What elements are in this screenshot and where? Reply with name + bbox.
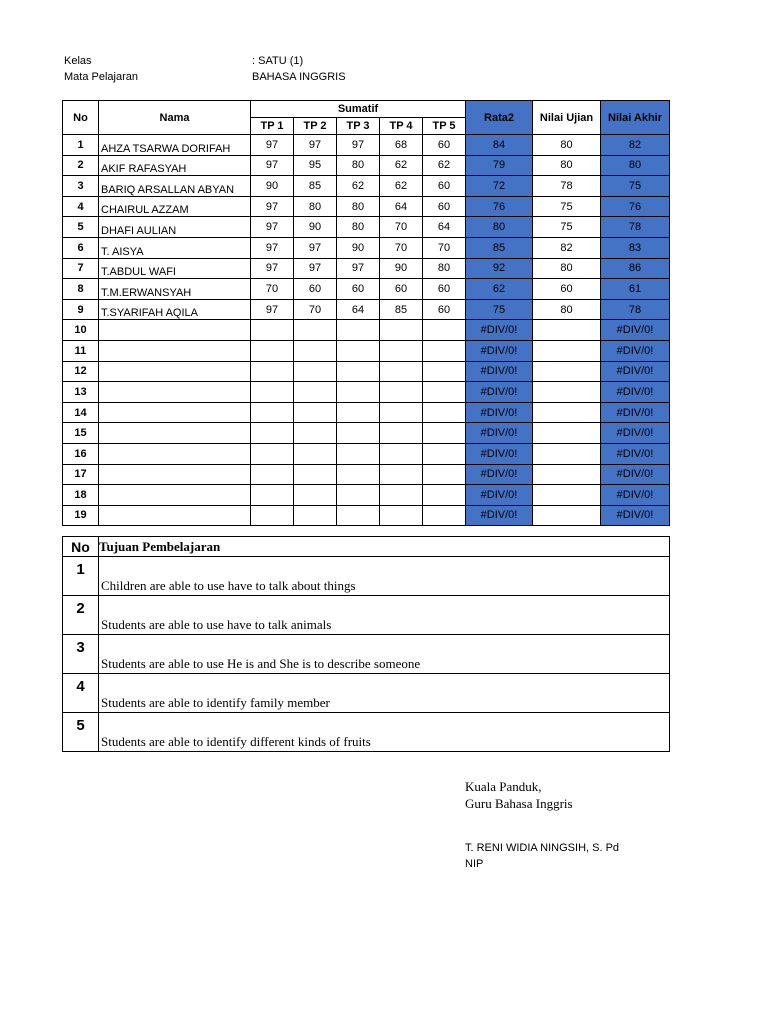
score-tp3: 90	[337, 237, 380, 258]
goal-row	[63, 713, 670, 752]
grades-body	[63, 135, 670, 526]
score-rata2: #DIV/0!	[466, 443, 533, 464]
score-rata2: #DIV/0!	[466, 402, 533, 423]
goal-text: Students are able to use He is and She is to describe someone	[99, 635, 670, 674]
goal-no: 1	[63, 557, 99, 596]
mapel-line	[64, 71, 346, 83]
row-no: 14	[63, 402, 99, 423]
row-no: 7	[63, 258, 99, 279]
goal-row	[63, 674, 670, 713]
score-tp2: 97	[294, 135, 337, 156]
header-tp3: TP 3	[337, 118, 380, 135]
signature-name: T. RENI WIDIA NINGSIH, S. Pd	[465, 842, 620, 854]
score-tp2	[294, 505, 337, 526]
score-tp2	[294, 443, 337, 464]
score-nilai-ujian	[533, 485, 601, 506]
score-nilai-akhir: 76	[601, 196, 670, 217]
score-nilai-ujian	[533, 464, 601, 485]
score-rata2: 72	[466, 176, 533, 197]
score-rata2: #DIV/0!	[466, 505, 533, 526]
score-tp5: 62	[423, 155, 466, 176]
goal-no: 5	[63, 713, 99, 752]
score-tp4: 70	[380, 237, 423, 258]
student-name: AHZA TSARWA DORIFAH	[99, 135, 251, 156]
signature-nip: NIP	[465, 858, 484, 870]
goal-text: Students are able to identify family member	[99, 674, 670, 713]
score-nilai-ujian	[533, 340, 601, 361]
header-sumatif: Sumatif	[251, 101, 466, 118]
table-row	[63, 361, 670, 382]
goal-text: Children are able to use have to talk about things	[99, 557, 670, 596]
score-rata2: 85	[466, 237, 533, 258]
score-nilai-akhir: #DIV/0!	[601, 443, 670, 464]
table-row	[63, 402, 670, 423]
score-tp4: 62	[380, 155, 423, 176]
header-tp4: TP 4	[380, 118, 423, 135]
score-nilai-ujian	[533, 402, 601, 423]
score-tp4	[380, 464, 423, 485]
score-tp1: 97	[251, 135, 294, 156]
table-row	[63, 340, 670, 361]
score-nilai-akhir: #DIV/0!	[601, 382, 670, 403]
score-rata2: #DIV/0!	[466, 340, 533, 361]
table-row	[63, 485, 670, 506]
header-nama: Nama	[99, 101, 251, 135]
score-rata2: 84	[466, 135, 533, 156]
score-tp5	[423, 361, 466, 382]
score-tp3	[337, 361, 380, 382]
score-nilai-ujian	[533, 505, 601, 526]
score-nilai-ujian	[533, 382, 601, 403]
row-no: 4	[63, 196, 99, 217]
score-nilai-akhir: #DIV/0!	[601, 340, 670, 361]
score-nilai-akhir: 83	[601, 237, 670, 258]
table-row	[63, 237, 670, 258]
score-tp4: 62	[380, 176, 423, 197]
header-nilai-ujian: Nilai Ujian	[533, 101, 601, 135]
header-tp5: TP 5	[423, 118, 466, 135]
score-tp4: 90	[380, 258, 423, 279]
score-tp2: 97	[294, 258, 337, 279]
score-tp5: 60	[423, 279, 466, 300]
score-tp5	[423, 505, 466, 526]
score-tp3: 97	[337, 258, 380, 279]
score-tp3: 64	[337, 299, 380, 320]
row-no: 19	[63, 505, 99, 526]
score-nilai-akhir: 78	[601, 299, 670, 320]
table-row	[63, 258, 670, 279]
score-tp5: 64	[423, 217, 466, 238]
score-nilai-akhir: 86	[601, 258, 670, 279]
score-tp4: 68	[380, 135, 423, 156]
table-row	[63, 176, 670, 197]
score-tp2	[294, 423, 337, 444]
score-rata2: #DIV/0!	[466, 320, 533, 341]
score-nilai-akhir: 61	[601, 279, 670, 300]
kelas-value: : SATU (1)	[252, 55, 304, 67]
score-tp2: 95	[294, 155, 337, 176]
score-tp5	[423, 320, 466, 341]
score-tp5	[423, 340, 466, 361]
score-tp1: 97	[251, 217, 294, 238]
score-tp4	[380, 402, 423, 423]
score-nilai-ujian: 80	[533, 155, 601, 176]
score-tp2	[294, 361, 337, 382]
score-nilai-ujian: 80	[533, 299, 601, 320]
table-row	[63, 155, 670, 176]
score-rata2: #DIV/0!	[466, 485, 533, 506]
kelas-line	[64, 55, 304, 67]
row-no: 13	[63, 382, 99, 403]
score-tp2	[294, 402, 337, 423]
score-tp1	[251, 443, 294, 464]
mapel-value: BAHASA INGGRIS	[252, 71, 346, 83]
score-tp4	[380, 382, 423, 403]
row-no: 2	[63, 155, 99, 176]
score-nilai-akhir: 80	[601, 155, 670, 176]
score-nilai-akhir: #DIV/0!	[601, 505, 670, 526]
table-row	[63, 135, 670, 156]
table-row	[63, 443, 670, 464]
mapel-label: Mata Pelajaran	[64, 71, 138, 83]
row-no: 15	[63, 423, 99, 444]
score-tp3: 62	[337, 176, 380, 197]
score-tp1	[251, 423, 294, 444]
grades-table	[62, 100, 670, 526]
score-tp4	[380, 340, 423, 361]
score-nilai-akhir: #DIV/0!	[601, 320, 670, 341]
score-nilai-ujian	[533, 320, 601, 341]
score-tp2: 97	[294, 237, 337, 258]
score-tp3	[337, 320, 380, 341]
student-name: T.SYARIFAH AQILA	[99, 299, 251, 320]
score-tp4	[380, 361, 423, 382]
score-nilai-ujian: 78	[533, 176, 601, 197]
student-name	[99, 485, 251, 506]
score-tp5: 60	[423, 196, 466, 217]
score-rata2: #DIV/0!	[466, 464, 533, 485]
row-no: 16	[63, 443, 99, 464]
row-no: 5	[63, 217, 99, 238]
score-tp2	[294, 464, 337, 485]
score-tp3	[337, 464, 380, 485]
row-no: 10	[63, 320, 99, 341]
score-tp3	[337, 382, 380, 403]
score-tp1	[251, 382, 294, 403]
score-tp3: 80	[337, 217, 380, 238]
student-name	[99, 505, 251, 526]
goals-body	[63, 557, 670, 752]
table-row	[63, 464, 670, 485]
score-tp5	[423, 423, 466, 444]
score-rata2: 79	[466, 155, 533, 176]
score-tp2: 70	[294, 299, 337, 320]
goals-header-no: No	[63, 537, 99, 557]
goal-text: Students are able to identify different kinds of fruits	[99, 713, 670, 752]
score-tp1: 97	[251, 155, 294, 176]
score-rata2: 75	[466, 299, 533, 320]
score-nilai-akhir: 75	[601, 176, 670, 197]
table-row	[63, 299, 670, 320]
header-nilai-akhir: Nilai Akhir	[601, 101, 670, 135]
score-tp1: 97	[251, 196, 294, 217]
student-name	[99, 423, 251, 444]
score-nilai-akhir: 82	[601, 135, 670, 156]
score-nilai-ujian: 75	[533, 217, 601, 238]
score-tp2: 85	[294, 176, 337, 197]
header-rata2: Rata2	[466, 101, 533, 135]
student-name: AKIF RAFASYAH	[99, 155, 251, 176]
table-row	[63, 320, 670, 341]
score-nilai-akhir: #DIV/0!	[601, 361, 670, 382]
score-tp4: 70	[380, 217, 423, 238]
score-rata2: 80	[466, 217, 533, 238]
score-tp2: 80	[294, 196, 337, 217]
row-no: 3	[63, 176, 99, 197]
score-tp3	[337, 402, 380, 423]
score-nilai-akhir: #DIV/0!	[601, 485, 670, 506]
score-tp4	[380, 485, 423, 506]
score-nilai-ujian: 75	[533, 196, 601, 217]
score-tp1	[251, 340, 294, 361]
student-name: DHAFI AULIAN	[99, 217, 251, 238]
score-tp1: 70	[251, 279, 294, 300]
row-no: 1	[63, 135, 99, 156]
goal-row	[63, 557, 670, 596]
table-row	[63, 382, 670, 403]
score-tp3: 80	[337, 196, 380, 217]
table-row	[63, 505, 670, 526]
score-rata2: #DIV/0!	[466, 423, 533, 444]
student-name: CHAIRUL AZZAM	[99, 196, 251, 217]
score-tp4: 85	[380, 299, 423, 320]
score-rata2: #DIV/0!	[466, 361, 533, 382]
score-tp1	[251, 402, 294, 423]
score-tp5	[423, 464, 466, 485]
score-nilai-ujian: 80	[533, 135, 601, 156]
score-tp4: 60	[380, 279, 423, 300]
row-no: 6	[63, 237, 99, 258]
row-no: 8	[63, 279, 99, 300]
score-nilai-akhir: #DIV/0!	[601, 402, 670, 423]
student-name	[99, 382, 251, 403]
student-name	[99, 340, 251, 361]
score-tp1: 97	[251, 299, 294, 320]
score-nilai-akhir: 78	[601, 217, 670, 238]
score-tp2	[294, 382, 337, 403]
goal-no: 3	[63, 635, 99, 674]
student-name	[99, 464, 251, 485]
signature-role: Guru Bahasa Inggris	[465, 796, 573, 811]
score-tp3	[337, 485, 380, 506]
score-tp5	[423, 402, 466, 423]
student-name: T.M.ERWANSYAH	[99, 279, 251, 300]
score-tp5	[423, 485, 466, 506]
goals-header-tujuan: Tujuan Pembelajaran	[99, 537, 670, 557]
goals-table	[62, 536, 670, 752]
row-no: 12	[63, 361, 99, 382]
score-tp1	[251, 464, 294, 485]
row-no: 9	[63, 299, 99, 320]
student-name	[99, 402, 251, 423]
score-nilai-ujian	[533, 443, 601, 464]
score-tp3	[337, 443, 380, 464]
score-tp2	[294, 340, 337, 361]
header-tp2: TP 2	[294, 118, 337, 135]
score-tp3: 60	[337, 279, 380, 300]
student-name: T.ABDUL WAFI	[99, 258, 251, 279]
score-tp3	[337, 505, 380, 526]
header-no: No	[63, 101, 99, 135]
score-rata2: 76	[466, 196, 533, 217]
goal-row	[63, 635, 670, 674]
table-row	[63, 423, 670, 444]
score-tp3: 97	[337, 135, 380, 156]
goal-row	[63, 596, 670, 635]
score-tp5: 80	[423, 258, 466, 279]
student-name	[99, 443, 251, 464]
score-tp5: 60	[423, 176, 466, 197]
score-rata2: 92	[466, 258, 533, 279]
score-tp1: 97	[251, 237, 294, 258]
score-tp3	[337, 340, 380, 361]
score-tp4: 64	[380, 196, 423, 217]
goal-no: 2	[63, 596, 99, 635]
score-tp3: 80	[337, 155, 380, 176]
row-no: 17	[63, 464, 99, 485]
score-tp1: 97	[251, 258, 294, 279]
score-nilai-akhir: #DIV/0!	[601, 423, 670, 444]
signature-place: Kuala Panduk,	[465, 779, 542, 794]
score-tp1: 90	[251, 176, 294, 197]
score-tp2	[294, 485, 337, 506]
score-tp1	[251, 485, 294, 506]
score-tp4	[380, 505, 423, 526]
score-tp4	[380, 423, 423, 444]
score-nilai-ujian	[533, 423, 601, 444]
student-name	[99, 320, 251, 341]
score-rata2: 62	[466, 279, 533, 300]
row-no: 18	[63, 485, 99, 506]
score-nilai-ujian: 82	[533, 237, 601, 258]
score-tp4	[380, 320, 423, 341]
row-no: 11	[63, 340, 99, 361]
table-row	[63, 279, 670, 300]
table-row	[63, 196, 670, 217]
score-tp2: 60	[294, 279, 337, 300]
score-tp1	[251, 361, 294, 382]
student-name	[99, 361, 251, 382]
student-name: T. AISYA	[99, 237, 251, 258]
kelas-label: Kelas	[64, 55, 92, 67]
score-tp5	[423, 382, 466, 403]
header-tp1: TP 1	[251, 118, 294, 135]
score-nilai-ujian: 60	[533, 279, 601, 300]
score-tp5: 70	[423, 237, 466, 258]
score-tp2	[294, 320, 337, 341]
score-tp3	[337, 423, 380, 444]
score-rata2: #DIV/0!	[466, 382, 533, 403]
score-nilai-akhir: #DIV/0!	[601, 464, 670, 485]
score-tp5: 60	[423, 299, 466, 320]
score-tp4	[380, 443, 423, 464]
score-nilai-ujian: 80	[533, 258, 601, 279]
score-tp1	[251, 505, 294, 526]
score-tp5: 60	[423, 135, 466, 156]
table-row	[63, 217, 670, 238]
score-tp2: 90	[294, 217, 337, 238]
score-tp1	[251, 320, 294, 341]
score-nilai-ujian	[533, 361, 601, 382]
goal-text: Students are able to use have to talk animals	[99, 596, 670, 635]
goal-no: 4	[63, 674, 99, 713]
student-name: BARIQ ARSALLAN ABYAN	[99, 176, 251, 197]
score-tp5	[423, 443, 466, 464]
